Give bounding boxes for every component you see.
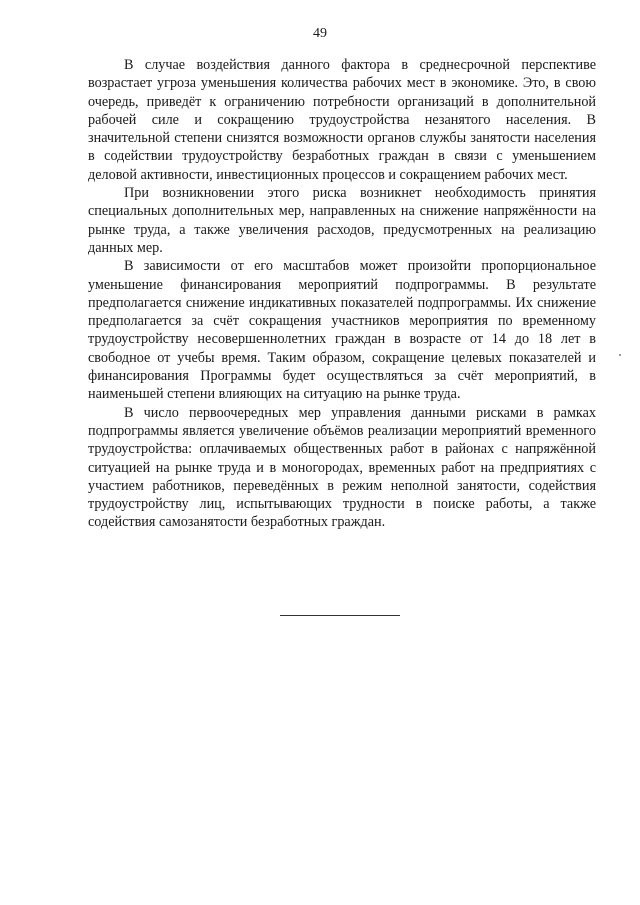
paragraph-risk-impact: В случае воздействия данного фактора в среднесрочной перспективе возрастает угроза уменьшения количества рабочих мест в экономике. Это, в свою очередь, приведёт к ограничению потребности организаций в дополнительной рабочей силе и сокращению трудоустройства незанятого населения. В значительной степени снизятся возможности органов службы занятости населения в содействии трудоустройству безработных граждан в связи с уменьшением деловой активности, инвестиционных процессов и сокращением рабочих мест. [88, 57, 596, 183]
paragraph-special-measures: При возникновении этого риска возникнет необходимость принятия специальных дополнительных мер, направленных на снижение напряжённости на рынке труда, а также увеличения расходов, предусмотренных на реализацию данных мер. [88, 185, 596, 256]
page-number: 49 [313, 26, 327, 41]
document-body [88, 56, 596, 532]
paragraph-priority-measures: В число первоочередных мер управления данными рисками в рамках подпрограммы является увеличение объёмов реализации мероприятий временного трудоустройства: оплачиваемых общественных работ в районах с напряжённой ситуацией на рынке труда и в моногородах, временных работ на предприятиях с участием работников, переведённых в режим неполной занятости, содействия трудоустройству лиц, испытывающих трудности в поиске работы, а также содействия самозанятости безработных граждан. [88, 404, 596, 531]
paragraph-funding-reduction: В зависимости от его масштабов может произойти пропорциональное уменьшение финансирования мероприятий подпрограммы. В результате предполагается снижение индикативных показателей подпрограммы. Их снижение предполагается за счёт сокращения участников мероприятия по временному трудоустройству несовершеннолетних граждан в возрасте от 14 до 18 лет в свободное от учебы время. Таким образом, сокращение целевых показателей и финансирования Программы будет осуществляться за счёт мероприятий, в наименьшей степени влияющих на ситуацию на рынке труда. [88, 258, 596, 403]
end-divider [280, 615, 400, 616]
margin-mark [619, 354, 621, 356]
